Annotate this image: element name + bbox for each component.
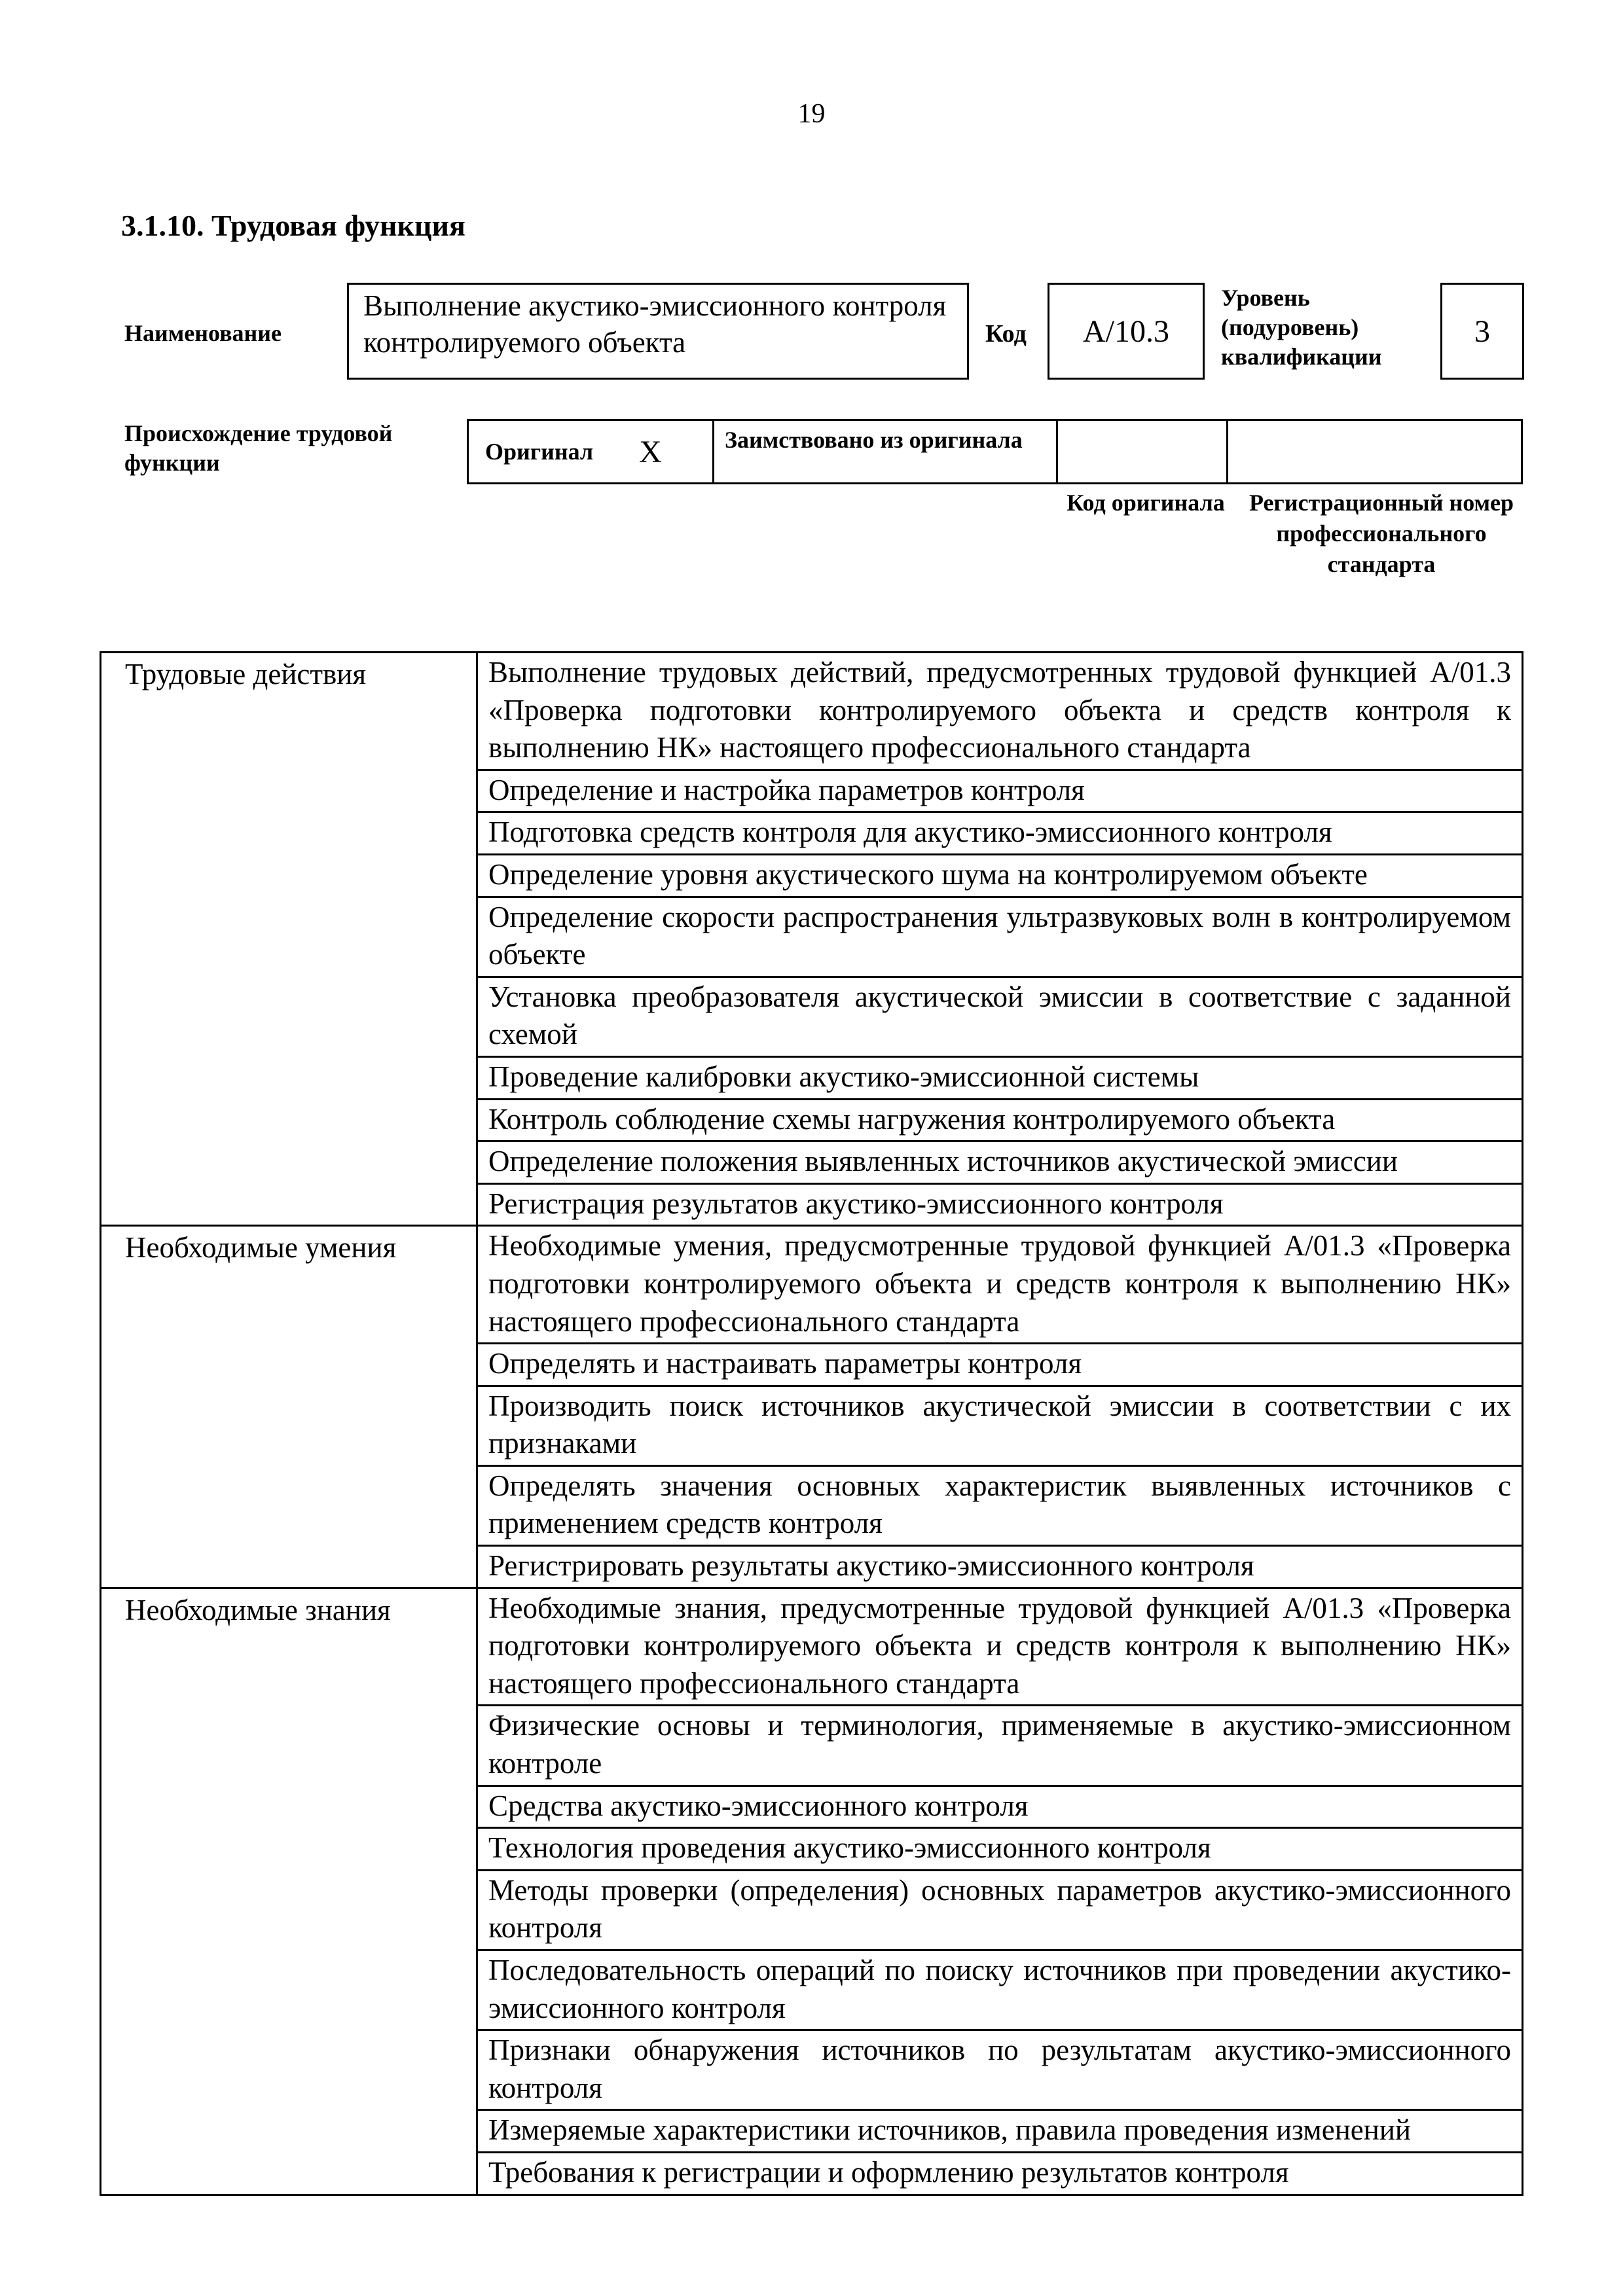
category-cell: Необходимые знания [101,1588,477,2195]
origin-original-label: Оригинал [485,439,594,465]
item-cell: Необходимые умения, предусмотренные трудовой функцией А/01.3 «Проверка подготовки контролируемого объекта и средств контроля к выполнению НК» настоящего профессионального стандарта [477,1226,1523,1344]
section-title: 3.1.10. Трудовая функция [121,209,465,242]
origin-reg-number-cell [1228,421,1521,482]
item-cell: Регистрировать результаты акустико-эмиссионного контроля [477,1546,1523,1588]
item-cell: Требования к регистрации и оформлению результатов контроля [477,2152,1523,2195]
origin-code-cell [1058,421,1228,482]
origin-label [124,419,439,478]
item-cell: Методы проверки (определения) основных параметров акустико-эмиссионного контроля [477,1870,1523,1950]
category-cell: Необходимые умения [101,1226,477,1588]
page-number: 19 [797,99,826,129]
item-cell: Физические основы и терминология, применяемые в акустико-эмиссионном контроле [477,1706,1523,1785]
function-name-value: Выполнение акустико-эмиссионного контроля контролируемого объекта [347,283,969,380]
item-cell: Определять и настраивать параметры контроля [477,1344,1523,1386]
origin-label-text: Происхождение трудовой функции [124,420,393,476]
item-cell: Признаки обнаружения источников по результатам акустико-эмиссионного контроля [477,2030,1523,2110]
origin-code-caption: Код оригинала [1067,490,1225,516]
origin-original-cell [469,421,714,482]
code-label: Код [985,320,1027,348]
qualification-level-value: 3 [1440,283,1524,380]
item-cell: Определять значения основных характеристик выявленных источников с применением средств контроля [477,1465,1523,1545]
item-cell: Установка преобразователя акустической эмиссии в соответствие с заданной схемой [477,977,1523,1056]
item-cell: Выполнение трудовых действий, предусмотренных трудовой функцией А/01.3 «Проверка подготовки контролируемого объекта и средств контроля к выполнению НК» настоящего профессионального стандарта [477,653,1523,770]
item-cell: Технология проведения акустико-эмиссионного контроля [477,1828,1523,1871]
qualification-level-label-text: Уровень (подуровень) квалификации [1221,285,1382,370]
item-cell: Определение и настройка параметров контроля [477,770,1523,812]
item-cell: Контроль соблюдение схемы нагружения контролируемого объекта [477,1099,1523,1141]
table-row [101,1588,1523,1706]
item-cell: Последовательность операций по поиску источников при проведении акустико-эмиссионного контроля [477,1950,1523,2030]
item-cell: Регистрация результатов акустико-эмиссионного контроля [477,1183,1523,1226]
origin-row [467,419,1523,484]
item-cell: Определение скорости распространения ультразвуковых волн в контролируемом объекте [477,897,1523,977]
item-cell: Проведение калибровки акустико-эмиссионной системы [477,1056,1523,1099]
function-details-body [101,653,1523,2195]
origin-reg-caption: Регистрационный номер профессионального стандарта [1249,490,1514,577]
item-cell: Измеряемые характеристики источников, правила проведения изменений [477,2110,1523,2153]
table-row [101,1226,1523,1344]
item-cell: Необходимые знания, предусмотренные трудовой функцией А/01.3 «Проверка подготовки контролируемого объекта и средств контроля к выполнению НК» настоящего профессионального стандарта [477,1588,1523,1706]
qualification-level-label [1221,283,1417,372]
table-row [101,653,1523,770]
item-cell: Определение уровня акустического шума на контролируемом объекте [477,854,1523,897]
item-cell: Подготовка средств контроля для акустико-эмиссионного контроля [477,812,1523,855]
function-details-table [100,651,1523,2196]
origin-original-mark: X [639,434,662,469]
code-value: А/10.3 [1048,283,1205,380]
item-cell: Средства акустико-эмиссионного контроля [477,1785,1523,1828]
name-label: Наименование [124,320,282,346]
item-cell: Производить поиск источников акустической эмиссии в соответствии с их признаками [477,1386,1523,1465]
category-cell: Трудовые действия [101,653,477,1226]
origin-borrowed-cell: Заимствовано из оригинала [714,421,1058,482]
item-cell: Определение положения выявленных источников акустической эмиссии [477,1141,1523,1184]
